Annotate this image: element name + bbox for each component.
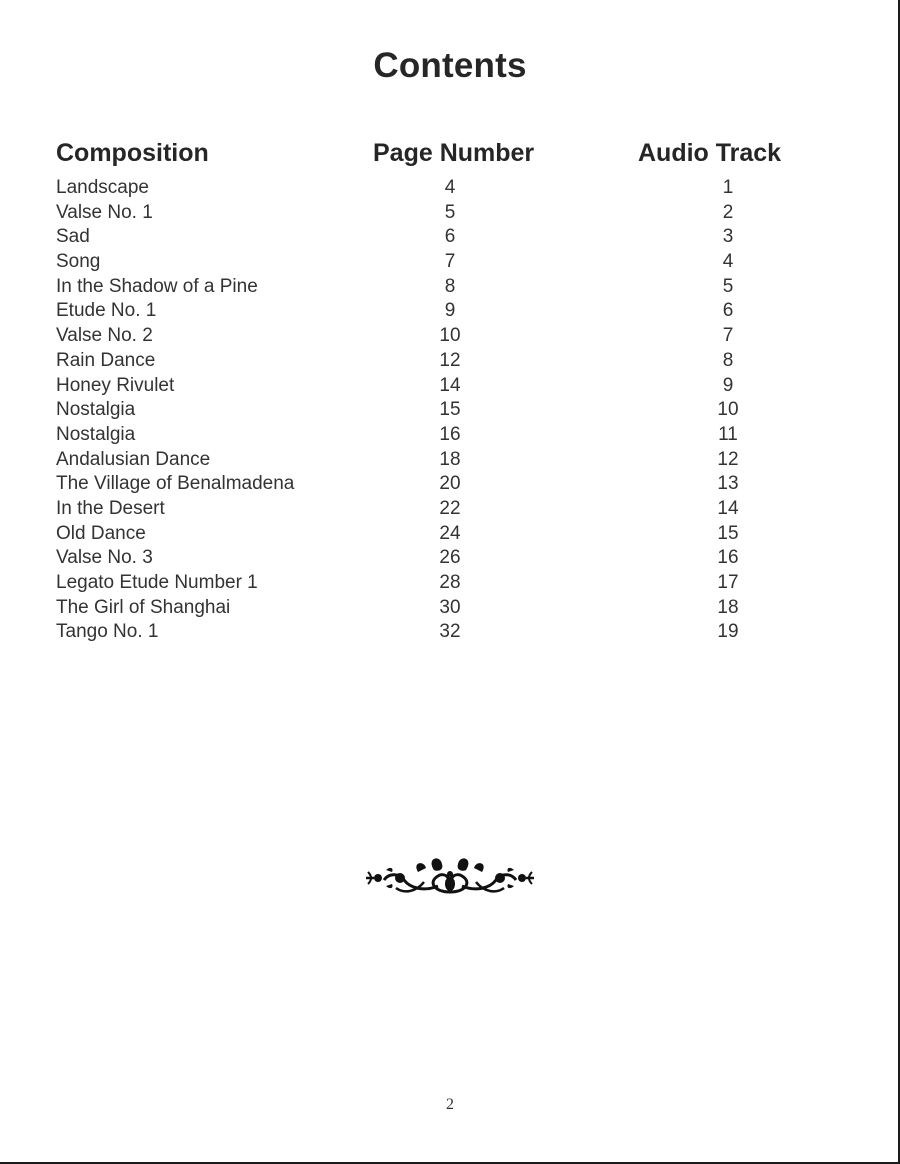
audio-track-cell: 5 [722, 275, 734, 297]
page-number-cell: 8 [444, 275, 456, 297]
composition-title: Valse No. 1 [56, 201, 153, 223]
audio-track-cell: 1 [722, 177, 734, 198]
table-row [0, 349, 900, 374]
page-number-cell: 30 [439, 596, 461, 618]
composition-title: Etude No. 1 [56, 300, 157, 322]
composition-title: The Girl of Shanghai [56, 596, 231, 618]
audio-track-cell: 11 [718, 423, 738, 445]
table-row [0, 497, 900, 522]
audio-track-cell: 16 [717, 547, 739, 569]
table-row [0, 472, 900, 497]
audio-track-cell: 9 [722, 374, 734, 396]
page-number-cell: 18 [439, 448, 461, 470]
page-number-cell: 9 [444, 300, 456, 322]
table-row [0, 620, 900, 645]
composition-title: Andalusian Dance [56, 448, 211, 470]
page-number-cell: 10 [439, 325, 461, 347]
page-number-cell: 15 [439, 399, 461, 421]
page-number-cell: 4 [444, 177, 456, 198]
audio-track-cell: 10 [717, 399, 739, 421]
composition-title: Valse No. 3 [56, 547, 153, 569]
audio-track-cell: 3 [722, 226, 734, 248]
audio-track-cell: 18 [717, 596, 739, 618]
page-number-cell: 20 [439, 473, 461, 495]
audio-track-cell: 15 [717, 522, 739, 544]
page-number-cell: 6 [444, 226, 456, 248]
composition-title: Nostalgia [56, 399, 136, 421]
table-row [0, 423, 900, 448]
table-header [0, 139, 900, 173]
composition-title: Honey Rivulet [56, 374, 175, 396]
composition-title: Valse No. 2 [56, 325, 153, 347]
table-row [0, 250, 900, 275]
page-number-cell: 24 [439, 522, 461, 544]
audio-track-cell: 14 [717, 497, 739, 519]
audio-track-cell: 12 [717, 448, 739, 470]
audio-track-cell: 2 [722, 201, 734, 223]
composition-title: Sad [56, 226, 90, 248]
composition-title: The Village of Benalmadena [56, 473, 295, 495]
table-row [0, 596, 900, 621]
audio-track-cell: 8 [722, 349, 734, 371]
audio-track-cell: 13 [717, 473, 739, 495]
page-number-cell: 16 [439, 423, 461, 445]
table-row [0, 176, 900, 201]
table-row [0, 324, 900, 349]
composition-title: Song [56, 251, 101, 273]
table-row [0, 448, 900, 473]
audio-track-cell: 6 [722, 300, 734, 322]
table-row [0, 546, 900, 571]
page-number: 2 [446, 1096, 454, 1113]
page-number-cell: 14 [439, 374, 461, 396]
composition-title: Tango No. 1 [56, 621, 159, 643]
header-audio-track: Audio Track [638, 139, 782, 167]
page-number-cell: 28 [439, 572, 461, 593]
table-row [0, 522, 900, 547]
table-row [0, 398, 900, 423]
table-row [0, 374, 900, 399]
table-row [0, 201, 900, 226]
page-number-cell: 22 [439, 497, 461, 519]
table-row [0, 299, 900, 324]
composition-title: Landscape [56, 177, 149, 198]
floral-ornament-icon [364, 852, 536, 900]
table-row [0, 571, 900, 596]
page-title: Contents [373, 46, 527, 85]
page-number-cell: 12 [439, 349, 461, 371]
composition-title: In the Shadow of a Pine [56, 275, 258, 297]
audio-track-cell: 19 [717, 621, 739, 643]
table-row [0, 275, 900, 300]
composition-title: Old Dance [56, 522, 146, 544]
page-number-cell: 26 [439, 547, 461, 569]
header-composition: Composition [56, 139, 209, 167]
header-page-number: Page Number [373, 139, 535, 167]
page-number-cell: 5 [444, 201, 456, 223]
composition-title: Nostalgia [56, 423, 136, 445]
page-number-cell: 7 [444, 251, 456, 273]
composition-title: In the Desert [56, 497, 165, 519]
composition-title: Legato Etude Number 1 [56, 572, 258, 593]
audio-track-cell: 4 [722, 251, 734, 273]
audio-track-cell: 17 [717, 572, 739, 593]
table-row [0, 225, 900, 250]
page-number-cell: 32 [439, 621, 461, 643]
audio-track-cell: 7 [722, 325, 734, 347]
contents-list [0, 176, 900, 645]
composition-title: Rain Dance [56, 349, 156, 371]
